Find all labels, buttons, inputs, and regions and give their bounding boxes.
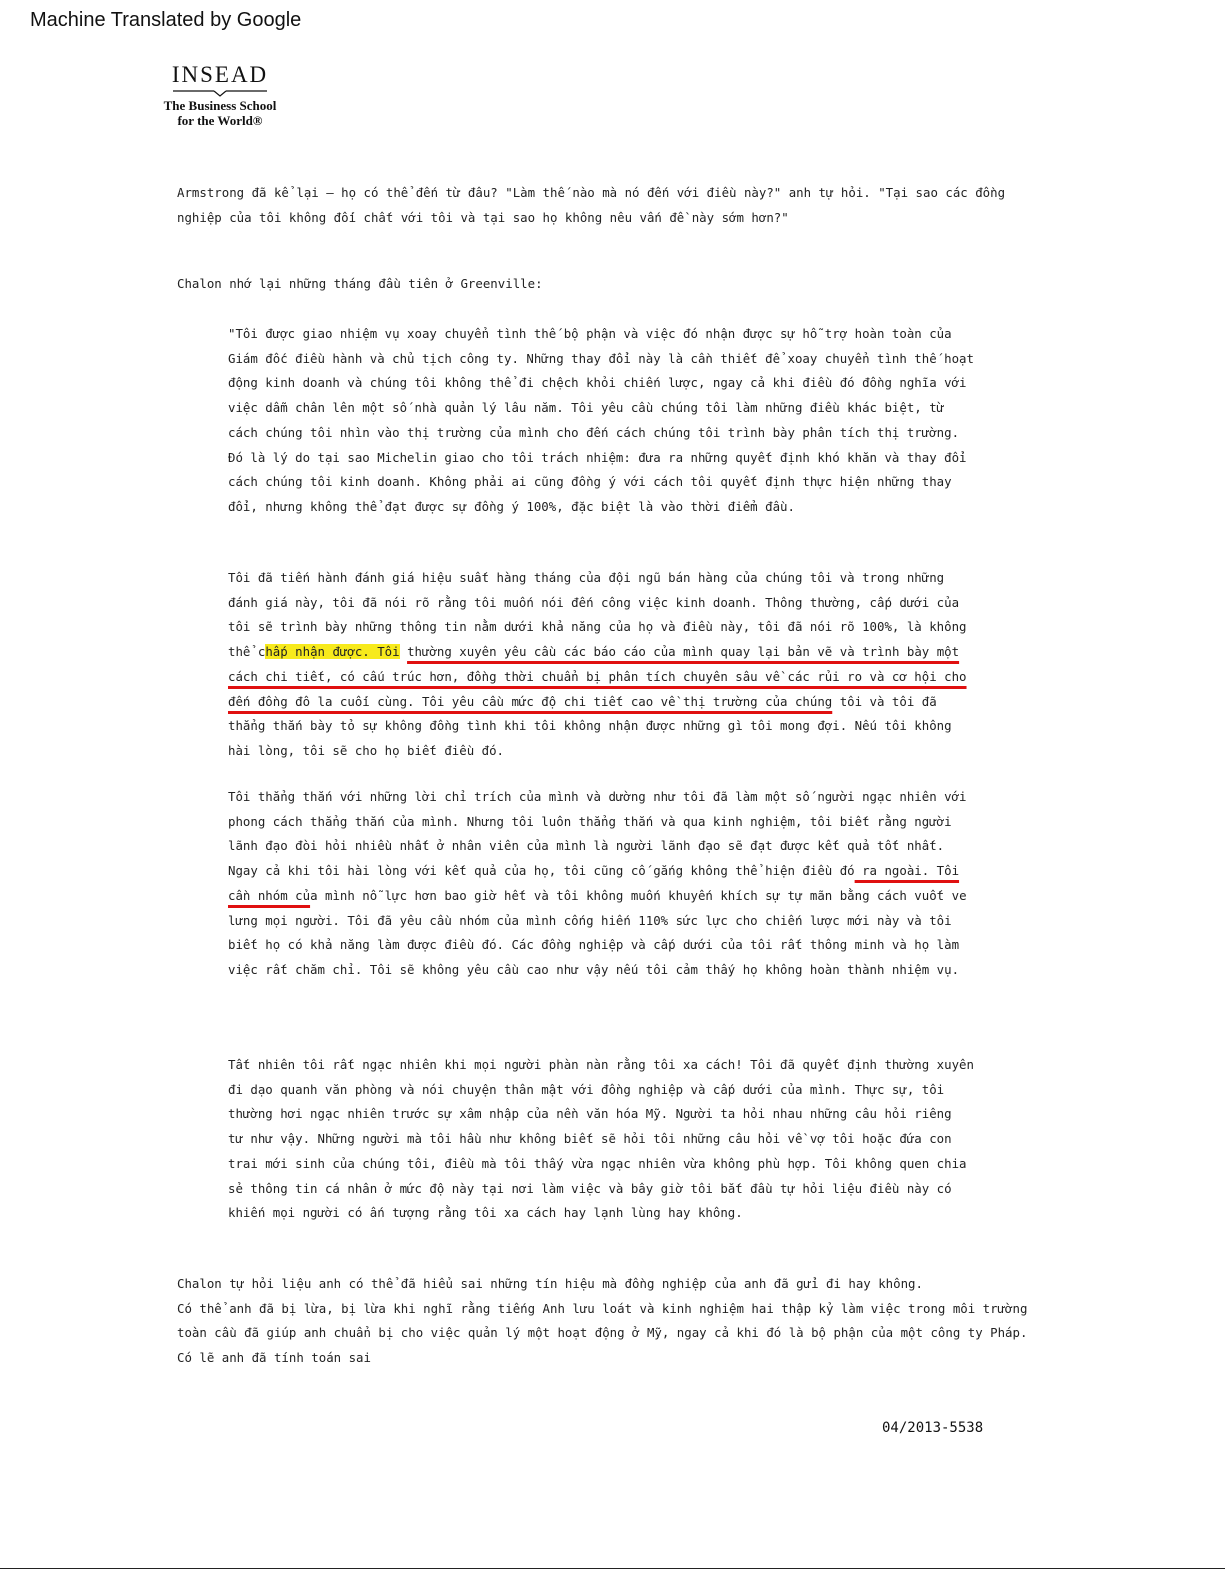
text-line: thẳng thắn bày tỏ sự không đồng tình khi tôi không nhận được những gì tôi mong đợi. Nếu tôi không — [228, 718, 952, 734]
text-line: Armstrong đã kể lại – họ có thể đến từ đâu? "Làm thế nào mà nó đến với điều này?" anh tự hỏi. "Tại sao các đồng — [177, 185, 1006, 200]
text-line: phong cách thẳng thắn của mình. Nhưng tôi luôn thẳng thắn và qua kinh nghiệm, tôi biết rằng người — [228, 813, 952, 829]
text-segment: a mình nỗ lực hơn bao giờ hết và tôi không muốn khuyến khích sự tự mãn bằng cách vuốt ve — [310, 887, 967, 903]
page-bottom-rule — [0, 1568, 1225, 1569]
text-line: lưng mọi người. Tôi đã yêu cầu nhóm của mình cống hiến 110% sức lực cho chiến lược mới này và tôi — [228, 912, 952, 928]
underlined-text: cần nhóm củ — [228, 887, 311, 903]
text-line: đi dạo quanh văn phòng và nói chuyện thân mật với đồng nghiệp và cấp dưới của mình. Thực sự, tôi — [228, 1081, 945, 1097]
text-line: cách chúng tôi kinh doanh. Không phải ai cũng đồng ý với cách tôi quyết định thực hiện những thay — [228, 474, 952, 490]
logo-tagline-2: for the World® — [177, 113, 263, 128]
document-number: 04/2013-5538 — [882, 1420, 984, 1436]
underlined-text: đến đồng đô la cuối cùng. Tôi yêu cầu mức độ chi tiết cao về thị trường của chúng — [228, 693, 833, 709]
logo-divider-icon — [173, 90, 267, 98]
underlined-text: thường xuyên yêu cầu các báo cáo của mình quay lại bản vẽ và trình bày một — [407, 644, 960, 660]
paragraph-1 — [177, 181, 1005, 230]
text-line: Đó là lý do tại sao Michelin giao cho tôi trách nhiệm: đưa ra những quyết định khó khăn và thay đổi — [228, 449, 967, 465]
text-line: hài lòng, tôi sẽ cho họ biết điều đó. — [228, 742, 505, 758]
text-line: Tôi thẳng thắn với những lời chỉ trích của mình và dường như tôi đã làm một số người ngạc nhiên với — [228, 789, 967, 804]
text-line: Có lẽ anh đã tính toán sai — [177, 1350, 371, 1366]
text-line: Chalon nhớ lại những tháng đầu tiên ở Greenville: — [177, 276, 543, 291]
text-line: việc rất chăm chỉ. Tôi sẽ không yêu cầu cao như vậy nếu tôi cảm thấy họ không hoàn thành nhiệm vụ. — [228, 961, 960, 977]
text-line: khiến mọi người có ấn tượng rằng tôi xa cách hay lạnh lùng hay không. — [228, 1205, 743, 1221]
text-line: Có thể anh đã bị lừa, bị lừa khi nghĩ rằng tiếng Anh lưu loát và kinh nghiệm hai thập kỷ làm việc trong môi trường — [177, 1300, 1028, 1316]
text-segment: tôi và tôi đã — [832, 693, 937, 709]
text-line: sẻ thông tin cá nhân ở mức độ này tại nơi làm việc và bây giờ tôi bắt đầu tự hỏi liệu điều này có — [228, 1180, 952, 1196]
text-line: nghiệp của tôi không đối chất với tôi và tại sao họ không nêu vấn đề này sớm hơn?" — [177, 209, 789, 225]
paragraph-6 — [228, 1053, 974, 1226]
text-line: Giám đốc điều hành và chủ tịch công ty. Những thay đổi này là cần thiết để xoay chuyển tình thế hoạt — [228, 350, 974, 366]
paragraph-5 — [228, 785, 967, 983]
highlighted-text: hấp nhận được. Tôi — [265, 644, 400, 660]
text-line: Chalon tự hỏi liệu anh có thể đã hiểu sai những tín hiệu mà đồng nghiệp của anh đã gửi đi hay không. — [177, 1276, 923, 1291]
text-line: biết họ có khả năng làm được điều đó. Các đồng nghiệp và cấp dưới của tôi rất thông minh và họ làm — [228, 937, 960, 953]
text-line — [228, 884, 967, 909]
paragraph-2 — [177, 272, 543, 297]
text-line: tư như vậy. Những người mà tôi hầu như không biết sẽ hỏi tôi những câu hỏi về vợ tôi hoặc đứa con — [228, 1131, 952, 1147]
machine-translation-banner: Machine Translated by Google — [30, 9, 302, 31]
text-line: lãnh đạo đòi hỏi nhiều nhất ở nhân viên của mình là người lãnh đạo sẽ đạt được kết quả tốt nhất. — [228, 838, 945, 854]
insead-logo — [150, 62, 290, 128]
text-line: Tất nhiên tôi rất ngạc nhiên khi mọi người phàn nàn rằng tôi xa cách! Tôi đã quyết định thường xuyên — [228, 1057, 974, 1072]
text-line: trai mới sinh của chúng tôi, điều mà tôi thấy vừa ngạc nhiên vừa không phù hợp. Tôi không quen chia — [228, 1155, 967, 1171]
text-line: cách chúng tôi nhìn vào thị trường của mình cho đến cách chúng tôi trình bày phân tích thị trường. — [228, 424, 960, 440]
paragraph-4 — [228, 566, 967, 764]
underlined-text: ra ngoài. Tôi — [854, 863, 960, 879]
text-line: thường hơi ngạc nhiên trước sự xâm nhập của nền văn hóa Mỹ. Người ta hỏi nhau những câu hỏi riêng — [228, 1106, 952, 1122]
paragraph-3-quote — [228, 322, 974, 520]
text-line — [228, 859, 967, 884]
text-line — [228, 690, 967, 715]
text-line: đổi, nhưng không thể đạt được sự đồng ý 100%, đặc biệt là vào thời điểm đầu. — [228, 498, 795, 514]
text-line — [228, 640, 967, 665]
logo-tagline-1: The Business School — [163, 98, 277, 113]
logo-wordmark: INSEAD — [171, 62, 269, 87]
text-line: việc dẫm chân lên một số nhà quản lý lâu năm. Tôi yêu cầu chúng tôi làm những điều khác biệt, từ — [228, 400, 945, 416]
text-line: đánh giá này, tôi đã nói rõ rằng tôi muốn nói đến công việc kinh doanh. Thông thường, cấp dưới của — [228, 594, 960, 610]
text-segment: Ngay cả khi tôi hài lòng với kết quả của họ, tôi cũng cố gắng không thể hiện điều đó — [228, 863, 855, 879]
underlined-text: cách chi tiết, có cấu trúc hơn, đồng thời chuẩn bị phân tích chuyên sâu về các rủi ro và cơ hội cho — [228, 668, 967, 684]
text-line: Tôi đã tiến hành đánh giá hiệu suất hàng tháng của đội ngũ bán hàng của chúng tôi và trong những — [228, 570, 945, 585]
text-segment: thể c — [228, 644, 266, 660]
text-line: tôi sẽ trình bày những thông tin nằm dưới khả năng của họ và điều này, tôi đã nói rõ 100%, là không — [228, 619, 967, 635]
text-line: "Tôi được giao nhiệm vụ xoay chuyển tình thế bộ phận và việc đó nhận được sự hỗ trợ hoàn toàn của — [228, 326, 952, 341]
text-segment — [400, 644, 407, 659]
text-line: động kinh doanh và chúng tôi không thể đi chệch khỏi chiến lược, ngay cả khi điều đó đồng nghĩa với — [228, 375, 967, 391]
text-line: toàn cầu đã giúp anh chuẩn bị cho việc quản lý một hoạt động ở Mỹ, ngay cả khi đó là bộ phận của một công ty Pháp. — [177, 1325, 1028, 1341]
paragraph-7 — [177, 1272, 1027, 1371]
text-line — [228, 665, 967, 690]
